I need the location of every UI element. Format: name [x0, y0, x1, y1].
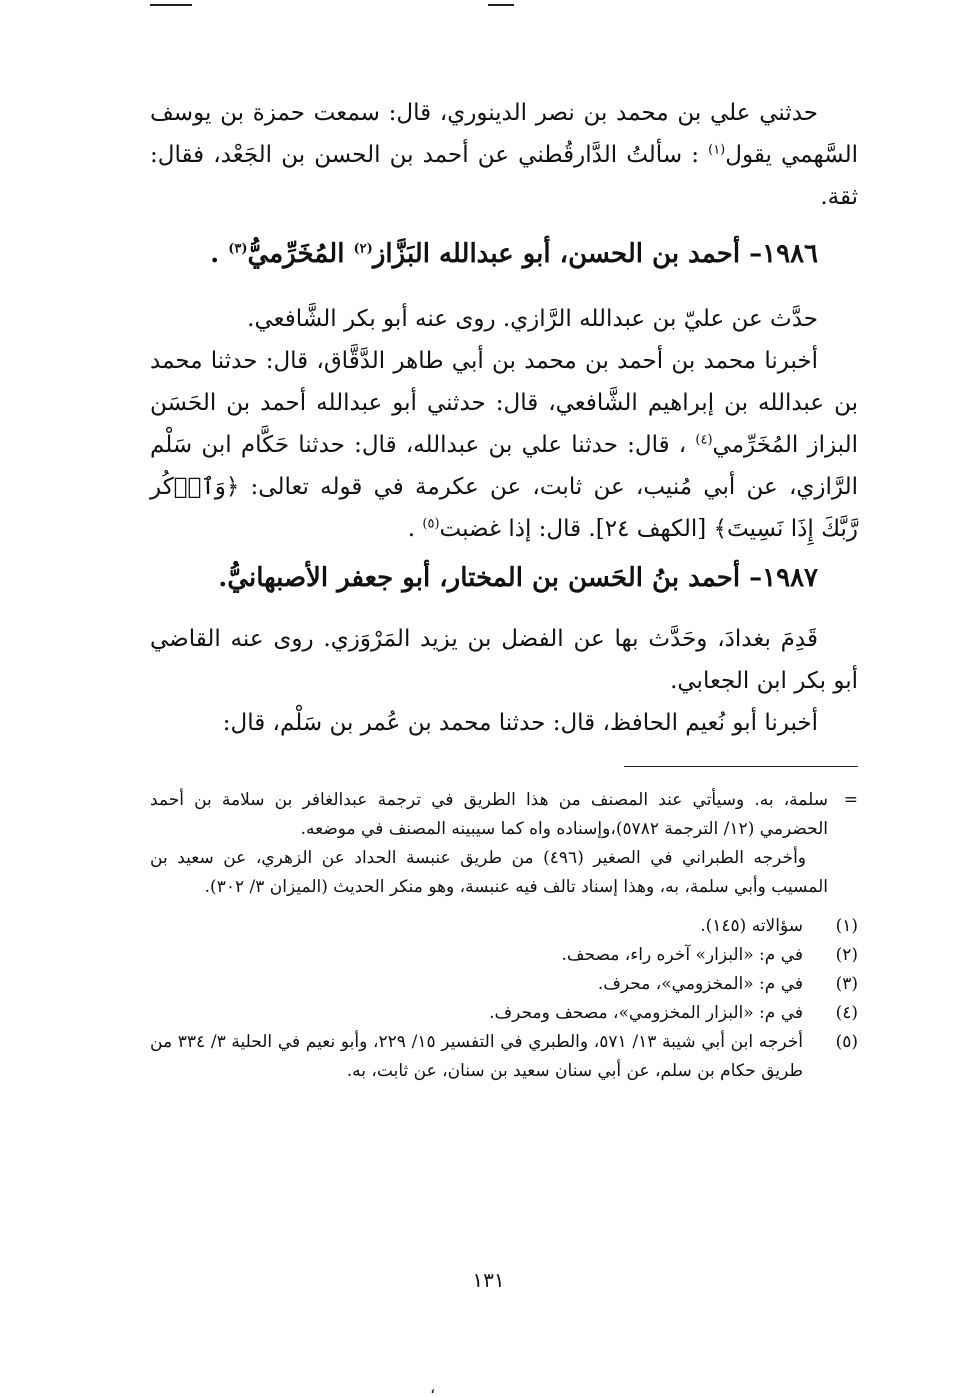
page-number: ١٣١: [472, 1268, 505, 1292]
top-rule-center: [488, 4, 514, 6]
main-text: [150, 92, 858, 744]
footnote-continuation-line-1: سلمة، به. وسيأتي عند المصنف من هذا الطريق في ترجمة عبدالغافر بن سلامة بن أحمد الحضرمي (١٢/ الترجمة ٥٧٨٢)،وإسناده واه كما سيبينه المصنف في موضعه.: [150, 790, 828, 839]
paragraph-5: أخبرنا أبو نُعيم الحافظ، قال: حدثنا محمد بن عُمر بن سَلْم، قال:: [222, 710, 818, 736]
paragraph-4: قَدِمَ بغدادَ، وحَدَّث بها عن الفضل بن يزيد المَرْوَزي. روى عنه القاضي أبو بكر ابن الجعابي.: [150, 626, 858, 694]
bottom-mark: ،: [430, 1378, 436, 1397]
footnote-ref-1: (١): [708, 142, 726, 158]
top-rule-left: [150, 4, 192, 6]
footnote-continuation-line-2: وأخرجه الطبراني في الصغير (٤٩٦) من طريق عنبسة الحداد عن الزهري، عن سعيد بن المسيب وأبي سلمة، به، وهذا إسناد تالف فيه عنبسة، وهو منكر الحديث (الميزان ٣/ ٣٠٢).: [150, 848, 828, 897]
paragraph-1: حدثني علي بن محمد بن نصر الدينوري، قال: سمعت حمزة بن يوسف السَّهمي يقول$^{(١)}$ : سألتُ الدَّارقُطني عن أحمد بن الحسن بن الجَعْد، فقال: ثقة.: [150, 100, 858, 210]
entry-heading-1987: ١٩٨٧– أحمد بنُ الحَسن بن المختار، أبو جعفر الأصبهانيُّ.: [218, 563, 818, 593]
footnote-ref-3: (٣): [228, 241, 248, 257]
paragraph-2: حدَّث عن عليّ بن عبدالله الرَّازي. روى عنه أبو بكر الشَّافعي.: [247, 306, 818, 332]
footnote-ref-4: (٤): [695, 432, 713, 448]
footnote-separator: [624, 766, 858, 767]
footnote-continuation: [150, 786, 858, 902]
entry-heading-1986: ١٩٨٦– أحمد بن الحسن، أبو عبدالله البَزَّاز$^{(٢)}$ المُخَرِّميُّ$^{(٣)}$ .: [210, 239, 818, 269]
footnote-ref-5: (٥): [422, 516, 440, 532]
continuation-mark: =: [843, 790, 858, 810]
footnote-item-4: (٤) في م: «البزار المخزومي»، مصحف ومحرف.: [489, 1003, 858, 1023]
footnote-item-2: (٢) في م: «البزار» آخره راء، مصحف.: [561, 945, 858, 965]
footnotes: [150, 786, 858, 1086]
footnote-item-1: (١) سؤالاته (١٤٥).: [700, 916, 858, 936]
paragraph-3: أخبرنا محمد بن أحمد بن محمد بن أبي طاهر الدَّقَّاق، قال: حدثنا محمد بن عبدالله بن إبراهيم الشَّافعي، قال: حدثني أبو عبدالله أحمد بن الحَسَن البزاز المُخَرِّمي$^{(٤)}$ ، قال: حدثنا علي بن عبدالله، قال: حدثنا حَكَّام ابن سَلْم الرَّازي، عن أبي مُنيب، عن ثابت، عن عكرمة في قوله تعالى: ﴿وَٱذۡكُر رَّبَّكَ إِذَا نَسِيتَ﴾ [الكهف ٢٤]. قال: إذا غضبت$^{(٥)}$ .: [150, 348, 858, 542]
footnote-item-3: (٣) في م: «المخزومي»، محرف.: [597, 974, 858, 994]
footnote-ref-2: (٢): [353, 241, 373, 257]
footnote-list: [150, 912, 858, 1086]
footnote-item-5: (٥) أخرجه ابن أبي شيبة ١٣/ ٥٧١، والطبري في التفسير ١٥/ ٢٢٩، وأبو نعيم في الحلية ٣/ ٣٣٤ من طريق حكام بن سلم، عن أبي سنان سعيد بن سنان، عن ثابت، به.: [150, 1032, 858, 1081]
